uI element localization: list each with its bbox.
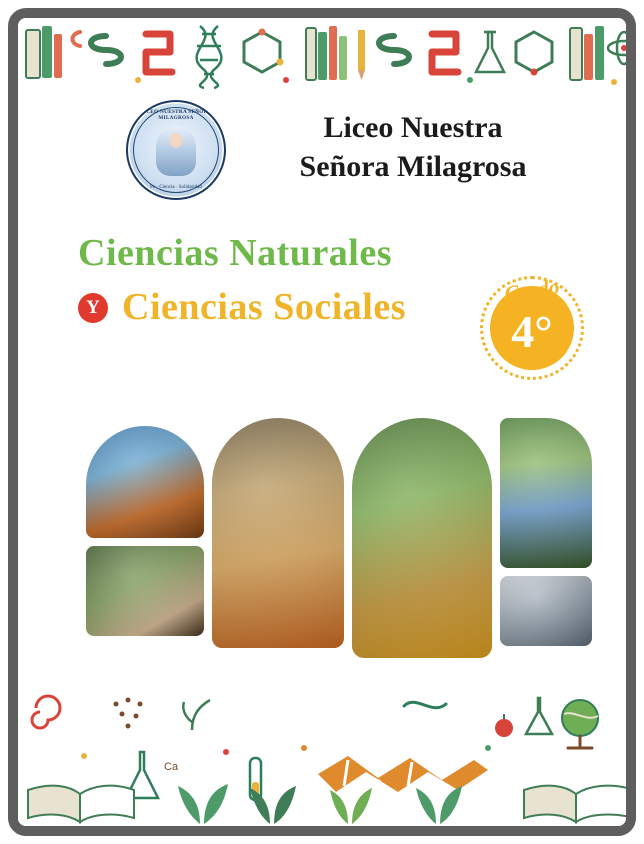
girl-magnifying-glass-photo: [212, 418, 344, 648]
title-line-social-sciences: Ciencias Sociales: [122, 285, 406, 328]
child-looking-up-photo: [86, 426, 204, 538]
crest-face: [170, 133, 183, 148]
microscope-lab-photo: [500, 576, 592, 646]
boy-holding-sapling-photo: [500, 418, 592, 568]
book-cover: [18, 18, 626, 826]
photo-collage: [86, 418, 578, 668]
conjunction-badge: Y: [78, 293, 108, 323]
school-crest-logo: [126, 100, 226, 200]
grade-word: Grado: [503, 274, 561, 306]
laughing-boy-photo: [352, 418, 492, 658]
top-decorative-border: [18, 18, 626, 90]
svg-text:Ca: Ca: [164, 761, 179, 773]
school-name-line1: Liceo Nuestra: [323, 111, 503, 144]
children-outdoors-photo: [86, 546, 204, 636]
cover-header: [18, 96, 626, 206]
grade-badge: [480, 276, 584, 380]
cover-page-frame: [8, 8, 636, 836]
cover-title: [78, 233, 478, 329]
bottom-decorative-border: [18, 686, 626, 826]
title-line-natural-sciences: Ciencias Naturales: [78, 232, 393, 274]
title-line-social-sciences-row: [78, 287, 478, 329]
crest-bottom-text: Fe · Ciencia · Solidaridad: [150, 185, 202, 190]
crest-top-text: LICEO NUESTRA SEÑORA MILAGROSA: [140, 109, 212, 121]
school-name: [243, 108, 583, 186]
school-name-line2: Señora Milagrosa: [299, 150, 527, 183]
grade-number: 4°: [511, 306, 553, 357]
